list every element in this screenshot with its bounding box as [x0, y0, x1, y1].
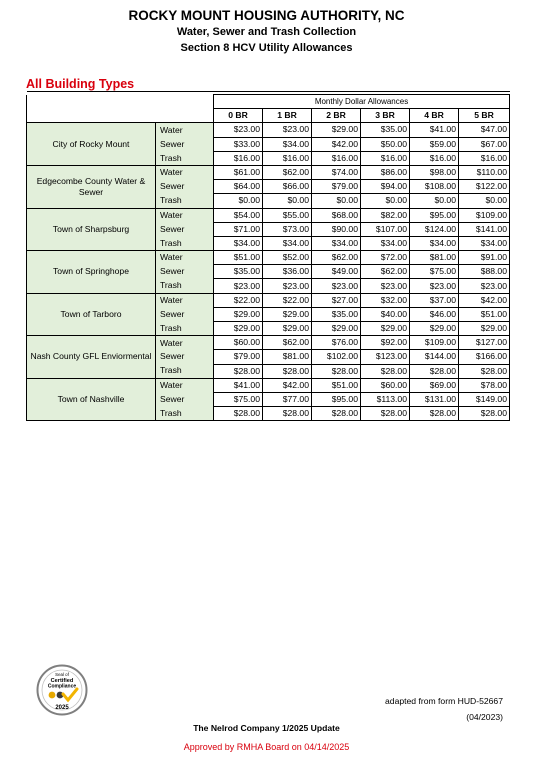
allowance-cell: $28.00: [410, 407, 459, 421]
table-row: [27, 165, 510, 179]
table-row: [27, 336, 510, 350]
service-label: Trash: [156, 364, 214, 378]
allowance-cell: $35.00: [312, 307, 361, 321]
service-label: Sewer: [156, 180, 214, 194]
allowance-cell: $55.00: [263, 208, 312, 222]
service-label: Water: [156, 293, 214, 307]
allowance-cell: $29.00: [312, 322, 361, 336]
allowance-cell: $29.00: [214, 322, 263, 336]
service-label: Water: [156, 378, 214, 392]
column-header: 3 BR: [361, 109, 410, 123]
allowance-cell: $54.00: [214, 208, 263, 222]
allowance-cell: $81.00: [410, 251, 459, 265]
allowance-cell: $34.00: [263, 236, 312, 250]
allowance-cell: $77.00: [263, 392, 312, 406]
allowance-cell: $92.00: [361, 336, 410, 350]
column-header: 5 BR: [459, 109, 510, 123]
allowance-cell: $166.00: [459, 350, 510, 364]
provider-name: Town of Sharpsburg: [27, 208, 156, 251]
board-approval-note: Approved by RMHA Board on 04/14/2025: [183, 742, 350, 752]
allowance-cell: $29.00: [410, 322, 459, 336]
allowance-cell: $109.00: [459, 208, 510, 222]
allowance-cell: $108.00: [410, 180, 459, 194]
allowance-cell: $28.00: [410, 364, 459, 378]
allowance-cell: $102.00: [312, 350, 361, 364]
allowance-cell: $76.00: [312, 336, 361, 350]
allowance-cell: $23.00: [361, 279, 410, 293]
column-header: 4 BR: [410, 109, 459, 123]
allowance-cell: $23.00: [263, 123, 312, 137]
table-row: [27, 378, 510, 392]
service-label: Sewer: [156, 307, 214, 321]
allowance-cell: $72.00: [361, 251, 410, 265]
table-row: [27, 251, 510, 265]
allowance-cell: $51.00: [312, 378, 361, 392]
allowance-cell: $29.00: [361, 322, 410, 336]
provider-name: Nash County GFL Enviormental: [27, 336, 156, 379]
allowance-cell: $66.00: [263, 180, 312, 194]
section-label: All Building Types: [26, 77, 135, 91]
allowance-cell: $23.00: [312, 279, 361, 293]
allowance-cell: $28.00: [312, 364, 361, 378]
seal-text-certified: Certified: [50, 678, 74, 684]
service-label: Water: [156, 123, 214, 137]
service-label: Trash: [156, 322, 214, 336]
allowance-cell: $82.00: [361, 208, 410, 222]
header-row-group: [27, 95, 510, 109]
allowance-cell: $94.00: [361, 180, 410, 194]
allowance-cell: $23.00: [459, 279, 510, 293]
allowance-cell: $29.00: [263, 322, 312, 336]
allowance-cell: $141.00: [459, 222, 510, 236]
allowance-cell: $124.00: [410, 222, 459, 236]
allowance-cell: $64.00: [214, 180, 263, 194]
adapted-note: adapted from form HUD-52667: [385, 696, 503, 706]
allowance-cell: $62.00: [312, 251, 361, 265]
column-header: 1 BR: [263, 109, 312, 123]
allowance-cell: $59.00: [410, 137, 459, 151]
allowance-cell: $68.00: [312, 208, 361, 222]
allowance-cell: $35.00: [361, 123, 410, 137]
allowance-cell: $34.00: [263, 137, 312, 151]
allowance-cell: $75.00: [214, 392, 263, 406]
allowance-table-wrapper: [26, 91, 509, 421]
allowance-cell: $34.00: [214, 236, 263, 250]
allowance-cell: $40.00: [361, 307, 410, 321]
allowance-cell: $36.00: [263, 265, 312, 279]
column-header: 2 BR: [312, 109, 361, 123]
allowance-cell: $69.00: [410, 378, 459, 392]
allowance-cell: $28.00: [312, 407, 361, 421]
allowance-cell: $61.00: [214, 165, 263, 179]
service-label: Water: [156, 336, 214, 350]
allowance-cell: $49.00: [312, 265, 361, 279]
allowance-cell: $107.00: [361, 222, 410, 236]
allowance-cell: $74.00: [312, 165, 361, 179]
provider-name: City of Rocky Mount: [27, 123, 156, 166]
allowance-cell: $42.00: [459, 293, 510, 307]
allowance-cell: $81.00: [263, 350, 312, 364]
allowance-cell: $16.00: [410, 151, 459, 165]
allowance-cell: $42.00: [263, 378, 312, 392]
allowance-cell: $0.00: [361, 194, 410, 208]
allowance-cell: $28.00: [361, 364, 410, 378]
allowance-cell: $29.00: [263, 307, 312, 321]
provider-name: Town of Tarboro: [27, 293, 156, 336]
seal-year: 2025: [55, 705, 69, 711]
seal-text-top: Seal of: [55, 672, 69, 677]
service-label: Trash: [156, 279, 214, 293]
allowance-cell: $71.00: [214, 222, 263, 236]
table-row: [27, 123, 510, 137]
allowance-cell: $62.00: [361, 265, 410, 279]
allowance-cell: $86.00: [361, 165, 410, 179]
allowance-cell: $23.00: [410, 279, 459, 293]
allowance-cell: $62.00: [263, 165, 312, 179]
allowance-cell: $28.00: [459, 407, 510, 421]
allowance-cell: $62.00: [263, 336, 312, 350]
allowance-cell: $73.00: [263, 222, 312, 236]
allowance-cell: $28.00: [459, 364, 510, 378]
allowance-cell: $34.00: [361, 236, 410, 250]
allowance-cell: $22.00: [214, 293, 263, 307]
table-row: [27, 208, 510, 222]
service-label: Water: [156, 251, 214, 265]
allowance-cell: $149.00: [459, 392, 510, 406]
allowance-cell: $88.00: [459, 265, 510, 279]
seal-of-compliance-icon: [36, 664, 88, 716]
allowance-cell: $95.00: [410, 208, 459, 222]
allowance-cell: $98.00: [410, 165, 459, 179]
table-row: [27, 293, 510, 307]
service-label: Water: [156, 208, 214, 222]
allowance-cell: $95.00: [312, 392, 361, 406]
allowance-cell: $131.00: [410, 392, 459, 406]
company-update-note: The Nelrod Company 1/2025 Update: [193, 723, 340, 733]
allowance-cell: $123.00: [361, 350, 410, 364]
allowance-cell: $34.00: [410, 236, 459, 250]
allowance-cell: $46.00: [410, 307, 459, 321]
allowance-cell: $60.00: [214, 336, 263, 350]
provider-name: Town of Springhope: [27, 251, 156, 294]
document-subtitle-2: Section 8 HCV Utility Allowances: [180, 42, 353, 54]
allowance-cell: $22.00: [263, 293, 312, 307]
allowance-cell: $52.00: [263, 251, 312, 265]
allowance-cell: $79.00: [312, 180, 361, 194]
allowance-cell: $29.00: [459, 322, 510, 336]
adapted-note-date: (04/2023): [466, 712, 503, 722]
document-subtitle-1: Water, Sewer and Trash Collection: [176, 26, 357, 38]
service-label: Trash: [156, 236, 214, 250]
service-label: Sewer: [156, 350, 214, 364]
allowance-cell: $16.00: [361, 151, 410, 165]
allowance-cell: $23.00: [214, 123, 263, 137]
allowance-cell: $16.00: [263, 151, 312, 165]
allowance-cell: $37.00: [410, 293, 459, 307]
allowance-cell: $34.00: [459, 236, 510, 250]
seal-text-compliance: Compliance: [47, 683, 77, 690]
allowance-cell: $23.00: [263, 279, 312, 293]
allowance-cell: $29.00: [312, 123, 361, 137]
allowance-cell: $34.00: [312, 236, 361, 250]
allowance-cell: $16.00: [459, 151, 510, 165]
allowance-cell: $16.00: [214, 151, 263, 165]
provider-name: Town of Nashville: [27, 378, 156, 421]
allowance-cell: $29.00: [214, 307, 263, 321]
allowance-table: [26, 91, 510, 421]
allowance-cell: $60.00: [361, 378, 410, 392]
allowance-cell: $28.00: [214, 407, 263, 421]
service-label: Sewer: [156, 265, 214, 279]
allowance-cell: $0.00: [263, 194, 312, 208]
service-label: Sewer: [156, 222, 214, 236]
allowance-cell: $47.00: [459, 123, 510, 137]
allowance-cell: $35.00: [214, 265, 263, 279]
allowance-cell: $0.00: [410, 194, 459, 208]
service-label: Water: [156, 165, 214, 179]
allowance-cell: $51.00: [214, 251, 263, 265]
service-label: Sewer: [156, 392, 214, 406]
allowance-cell: $32.00: [361, 293, 410, 307]
allowance-cell: $51.00: [459, 307, 510, 321]
column-header: 0 BR: [214, 109, 263, 123]
allowance-cell: $122.00: [459, 180, 510, 194]
service-label: Trash: [156, 194, 214, 208]
provider-name: Edgecombe County Water & Sewer: [27, 165, 156, 208]
allowance-cell: $67.00: [459, 137, 510, 151]
allowance-cell: $0.00: [312, 194, 361, 208]
allowance-cell: $110.00: [459, 165, 510, 179]
allowance-cell: $0.00: [214, 194, 263, 208]
allowance-cell: $42.00: [312, 137, 361, 151]
allowance-cell: $28.00: [361, 407, 410, 421]
allowance-cell: $23.00: [214, 279, 263, 293]
service-label: Sewer: [156, 137, 214, 151]
allowance-cell: $41.00: [214, 378, 263, 392]
allowance-cell: $16.00: [312, 151, 361, 165]
service-label: Trash: [156, 151, 214, 165]
allowance-cell: $50.00: [361, 137, 410, 151]
allowance-cell: $90.00: [312, 222, 361, 236]
monthly-allowances-header: Monthly Dollar Allowances: [214, 95, 510, 109]
allowance-cell: $109.00: [410, 336, 459, 350]
allowance-cell: $75.00: [410, 265, 459, 279]
allowance-cell: $78.00: [459, 378, 510, 392]
allowance-cell: $91.00: [459, 251, 510, 265]
service-label: Trash: [156, 407, 214, 421]
allowance-cell: $127.00: [459, 336, 510, 350]
allowance-cell: $79.00: [214, 350, 263, 364]
allowance-cell: $33.00: [214, 137, 263, 151]
allowance-cell: $28.00: [214, 364, 263, 378]
allowance-cell: $28.00: [263, 407, 312, 421]
document-title: ROCKY MOUNT HOUSING AUTHORITY, NC: [128, 8, 405, 23]
allowance-cell: $144.00: [410, 350, 459, 364]
allowance-cell: $28.00: [263, 364, 312, 378]
allowance-cell: $27.00: [312, 293, 361, 307]
allowance-cell: $0.00: [459, 194, 510, 208]
allowance-cell: $41.00: [410, 123, 459, 137]
allowance-cell: $113.00: [361, 392, 410, 406]
